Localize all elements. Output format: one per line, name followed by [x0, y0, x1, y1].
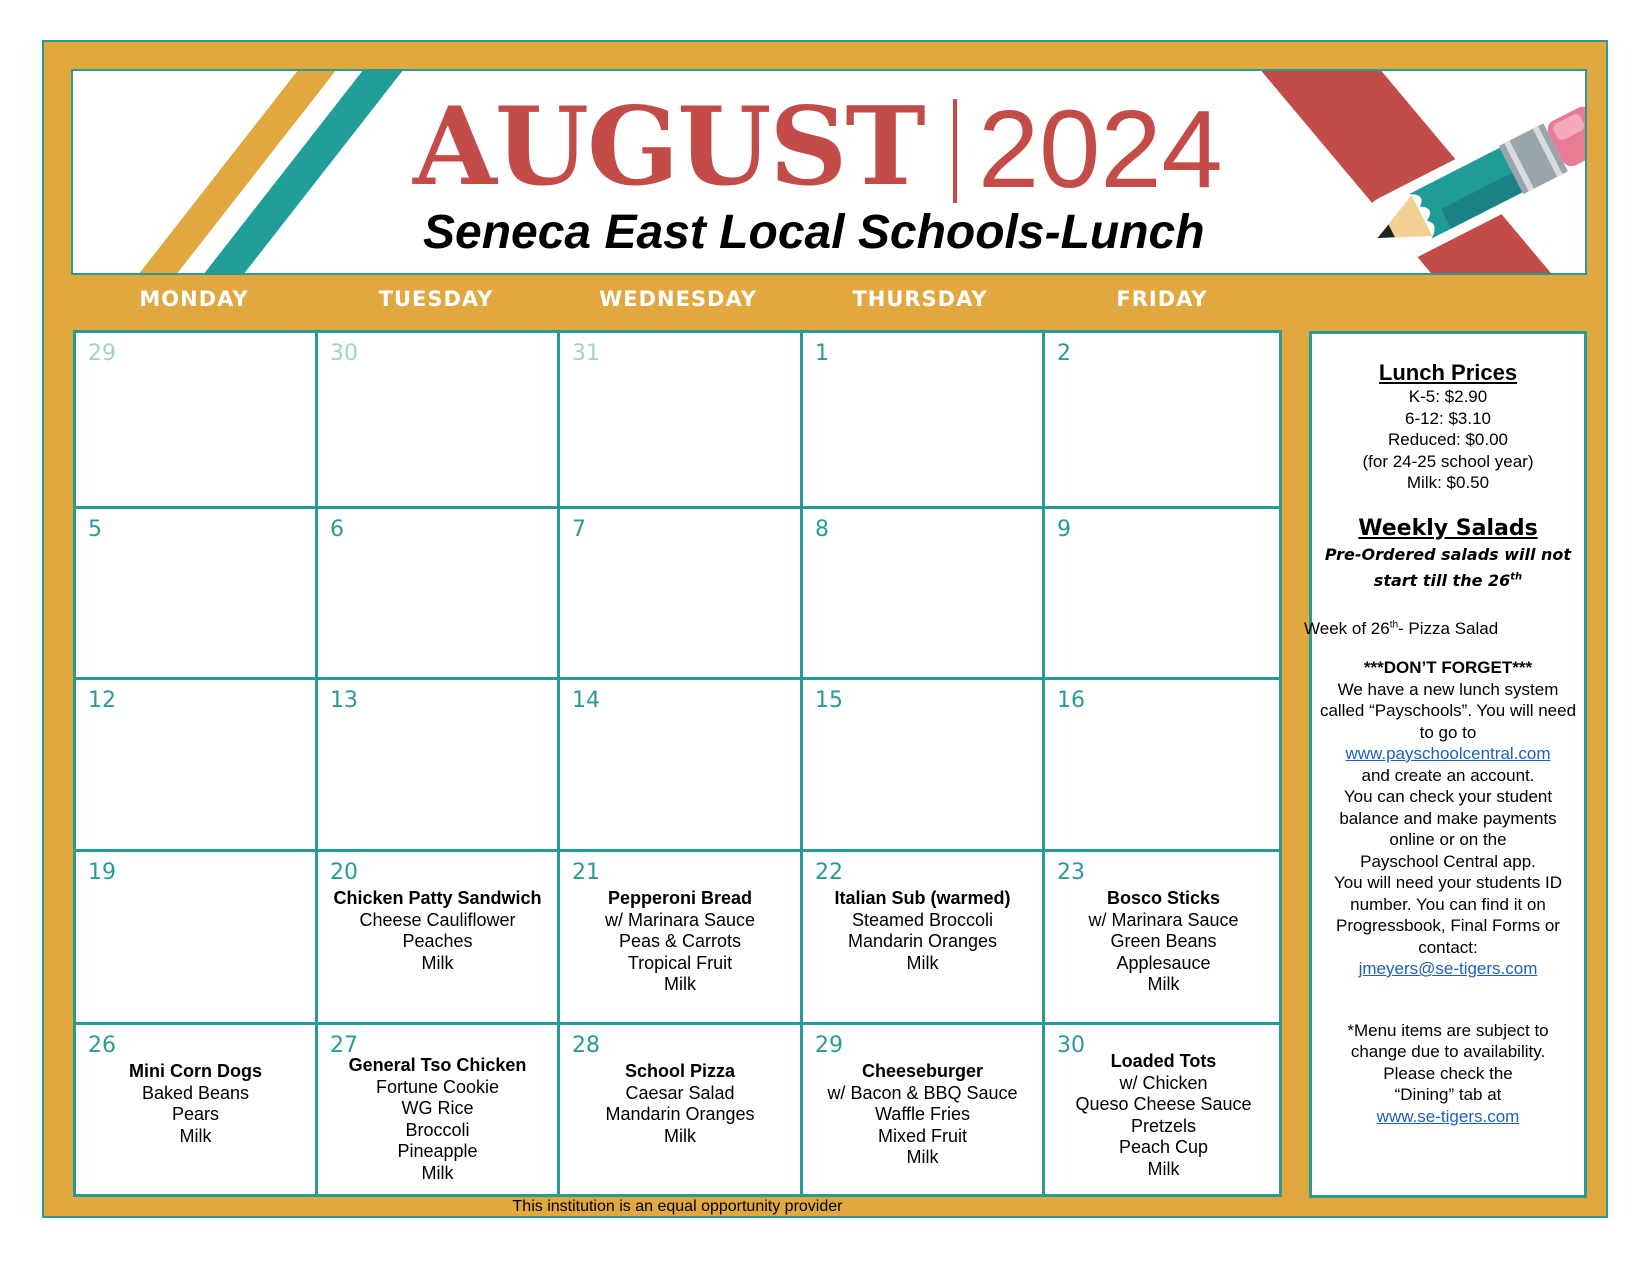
menu-item: Milk: [664, 974, 696, 994]
forget-line: We have a new lunch system: [1337, 679, 1559, 699]
menu-item: Milk: [664, 1125, 696, 1146]
menu-list: [318, 1055, 557, 1184]
day-number: 8: [815, 517, 829, 542]
menu-list: [76, 1061, 315, 1147]
salads-note-text: start till the 26: [1373, 570, 1511, 590]
menu-entree: Italian Sub (warmed): [834, 888, 1011, 908]
calendar-day-cell: [318, 1025, 560, 1197]
calendar-day-cell: [803, 680, 1045, 852]
calendar-day-cell: [318, 852, 560, 1025]
site-link[interactable]: www.se-tigers.com: [1376, 1106, 1520, 1126]
forget-line: to go to: [1419, 722, 1477, 742]
menu-item: Milk: [906, 952, 939, 973]
menu-item: Mandarin Oranges: [847, 931, 998, 951]
menu-entree: Mini Corn Dogs: [129, 1061, 262, 1081]
weekday-monday: MONDAY: [139, 287, 249, 311]
day-number: 9: [1057, 517, 1071, 542]
menu-item: Peach Cup: [1118, 1137, 1209, 1157]
menu-list: [803, 888, 1042, 974]
forget-line: number. You can find it on: [1350, 894, 1546, 914]
calendar-day-cell: [76, 1025, 318, 1197]
day-number: 14: [572, 688, 600, 713]
weekday-header-row: [73, 287, 1282, 321]
price-milk: Milk: $0.50: [1406, 473, 1490, 492]
forget-line: contact:: [1418, 937, 1478, 957]
menu-list: [803, 1061, 1042, 1169]
menu-item: Cheese Cauliflower: [359, 909, 516, 930]
menu-item: w/ Chicken: [1119, 1072, 1208, 1093]
day-number: 26: [88, 1033, 116, 1058]
payschool-link[interactable]: www.payschoolcentral.com: [1345, 744, 1551, 763]
day-number: 16: [1057, 688, 1085, 713]
day-number: 5: [88, 517, 102, 542]
title-divider: [953, 99, 957, 203]
notice-line: *Menu items are subject to: [1347, 1020, 1549, 1040]
day-number: 31: [572, 341, 600, 366]
calendar-grid: [73, 330, 1282, 1197]
menu-entree: School Pizza: [624, 1061, 736, 1081]
price-k5: K-5: $2.90: [1408, 387, 1488, 406]
menu-entree: Loaded Tots: [1110, 1051, 1217, 1071]
menu-item: Fortune Cookie: [375, 1076, 500, 1097]
salads-note-sup: th: [1510, 571, 1523, 583]
calendar-day-cell: [318, 333, 560, 509]
calendar-day-cell: [1045, 333, 1282, 509]
calendar-day-cell: [76, 509, 318, 680]
week-salad-line: [1304, 618, 1584, 640]
weekday-thursday: THURSDAY: [852, 287, 988, 311]
calendar-day-cell: [318, 680, 560, 852]
day-number: 28: [572, 1033, 600, 1058]
footer-notice: This institution is an equal opportunity provider: [512, 1198, 843, 1215]
calendar-day-cell: [560, 852, 803, 1025]
menu-list: [1045, 888, 1282, 996]
month-title: AUGUST: [413, 84, 924, 210]
menu-item: Tropical Fruit: [627, 952, 733, 973]
menu-item: w/ Marinara Sauce: [604, 909, 756, 930]
day-number: 29: [88, 341, 116, 366]
calendar-day-cell: [1045, 852, 1282, 1025]
day-number: 2: [1057, 341, 1071, 366]
menu-item: Peas & Carrots: [618, 931, 742, 951]
day-number: 19: [88, 860, 116, 885]
calendar-header: [71, 69, 1587, 275]
menu-item: Peaches: [402, 931, 473, 951]
menu-item: Broccoli: [405, 1119, 470, 1140]
menu-item: Pears: [171, 1104, 220, 1124]
weekday-wednesday: WEDNESDAY: [599, 287, 757, 311]
forget-line: balance and make payments: [1339, 808, 1557, 828]
menu-item: Mixed Fruit: [877, 1125, 967, 1146]
day-number: 22: [815, 860, 843, 885]
price-6-12: 6-12: $3.10: [1404, 408, 1491, 428]
menu-item: Mandarin Oranges: [605, 1104, 755, 1124]
calendar-day-cell: [803, 509, 1045, 680]
calendar-day-cell: [1045, 1025, 1282, 1197]
week-sup: th: [1389, 618, 1399, 630]
day-number: 13: [330, 688, 358, 713]
forget-line: You will need your students ID: [1333, 873, 1563, 892]
forget-line: online or on the: [1389, 830, 1507, 849]
forget-line: You can check your student: [1343, 787, 1553, 806]
day-number: 21: [572, 860, 600, 885]
calendar-day-cell: [803, 333, 1045, 509]
calendar-day-cell: [76, 333, 318, 509]
price-reduced: Reduced: $0.00: [1387, 430, 1509, 449]
day-number: 29: [815, 1033, 843, 1058]
calendar-day-cell: [560, 333, 803, 509]
price-note: (for 24-25 school year): [1362, 451, 1534, 471]
info-sidebar: [1304, 331, 1587, 1198]
menu-entree: Bosco Sticks: [1106, 888, 1221, 908]
calendar-day-cell: [560, 1025, 803, 1197]
calendar-day-cell: [803, 852, 1045, 1025]
menu-item: Green Beans: [1110, 931, 1217, 951]
menu-item: Applesauce: [1116, 952, 1211, 973]
dont-forget-heading: ***DON’T FORGET***: [1363, 658, 1533, 677]
salads-note-line-1: Pre-Ordered salads will not: [1324, 544, 1572, 564]
menu-item: Queso Cheese Sauce: [1075, 1094, 1252, 1114]
calendar-day-cell: [560, 680, 803, 852]
menu-item: WG Rice: [401, 1098, 474, 1118]
year-title: 2024: [978, 88, 1223, 211]
day-number: 6: [330, 517, 344, 542]
menu-item: Milk: [1147, 974, 1180, 994]
weekday-tuesday: TUESDAY: [378, 287, 494, 311]
menu-item: w/ Bacon & BBQ Sauce: [827, 1082, 1018, 1103]
weekday-friday: FRIDAY: [1116, 287, 1208, 311]
week-suffix: - Pizza Salad: [1398, 618, 1499, 638]
email-link[interactable]: jmeyers@se-tigers.com: [1358, 959, 1538, 978]
menu-list: [560, 1061, 800, 1147]
forget-line: Payschool Central app.: [1360, 851, 1536, 871]
forget-line: and create an account.: [1361, 765, 1535, 785]
menu-list: [560, 888, 800, 996]
page-subtitle: Seneca East Local Schools-Lunch: [423, 206, 1205, 259]
menu-item: Waffle Fries: [874, 1104, 971, 1124]
day-number: 30: [330, 341, 358, 366]
forget-line: Progressbook, Final Forms or: [1336, 916, 1560, 935]
week-prefix: Week of 26: [1304, 618, 1390, 638]
menu-list: [1045, 1051, 1282, 1180]
notice-line: “Dining” tab at: [1394, 1085, 1502, 1104]
calendar-day-cell: [76, 680, 318, 852]
day-number: 27: [330, 1033, 358, 1058]
day-number: 15: [815, 688, 843, 713]
menu-entree: General Tso Chicken: [348, 1055, 527, 1075]
salads-note-line-2: [1312, 568, 1584, 594]
notice-line: Please check the: [1383, 1063, 1513, 1083]
day-number: 23: [1057, 860, 1085, 885]
calendar-day-cell: [1045, 509, 1282, 680]
menu-item: Milk: [1147, 1158, 1180, 1179]
day-number: 30: [1057, 1033, 1085, 1058]
menu-item: Steamed Broccoli: [851, 909, 994, 930]
menu-item: Caesar Salad: [625, 1082, 735, 1103]
menu-item: Milk: [179, 1125, 212, 1146]
day-number: 12: [88, 688, 116, 713]
day-number: 1: [815, 341, 829, 366]
menu-item: Pretzels: [1130, 1115, 1197, 1136]
menu-item: Milk: [421, 1162, 454, 1183]
menu-item: w/ Marinara Sauce: [1088, 909, 1239, 930]
calendar-day-cell: [76, 852, 318, 1025]
menu-item: Baked Beans: [141, 1082, 250, 1103]
menu-list: [318, 888, 557, 974]
menu-item: Pineapple: [397, 1141, 478, 1161]
lunch-prices-heading: Lunch Prices: [1378, 360, 1518, 385]
day-number: 20: [330, 860, 358, 885]
calendar-day-cell: [318, 509, 560, 680]
menu-item: Milk: [906, 1147, 939, 1167]
menu-item: Milk: [421, 952, 454, 973]
menu-entree: Cheeseburger: [861, 1061, 984, 1081]
menu-entree: Chicken Patty Sandwich: [333, 888, 542, 908]
calendar-day-cell: [1045, 680, 1282, 852]
menu-entree: Pepperoni Bread: [607, 888, 753, 908]
day-number: 7: [572, 517, 586, 542]
weekly-salads-heading: Weekly Salads: [1358, 515, 1538, 541]
calendar-day-cell: [560, 509, 803, 680]
notice-line: change due to availability.: [1350, 1042, 1546, 1061]
forget-line: called “Payschools”. You will need: [1319, 701, 1577, 720]
pencil-icon: [1333, 91, 1587, 271]
calendar-day-cell: [803, 1025, 1045, 1197]
